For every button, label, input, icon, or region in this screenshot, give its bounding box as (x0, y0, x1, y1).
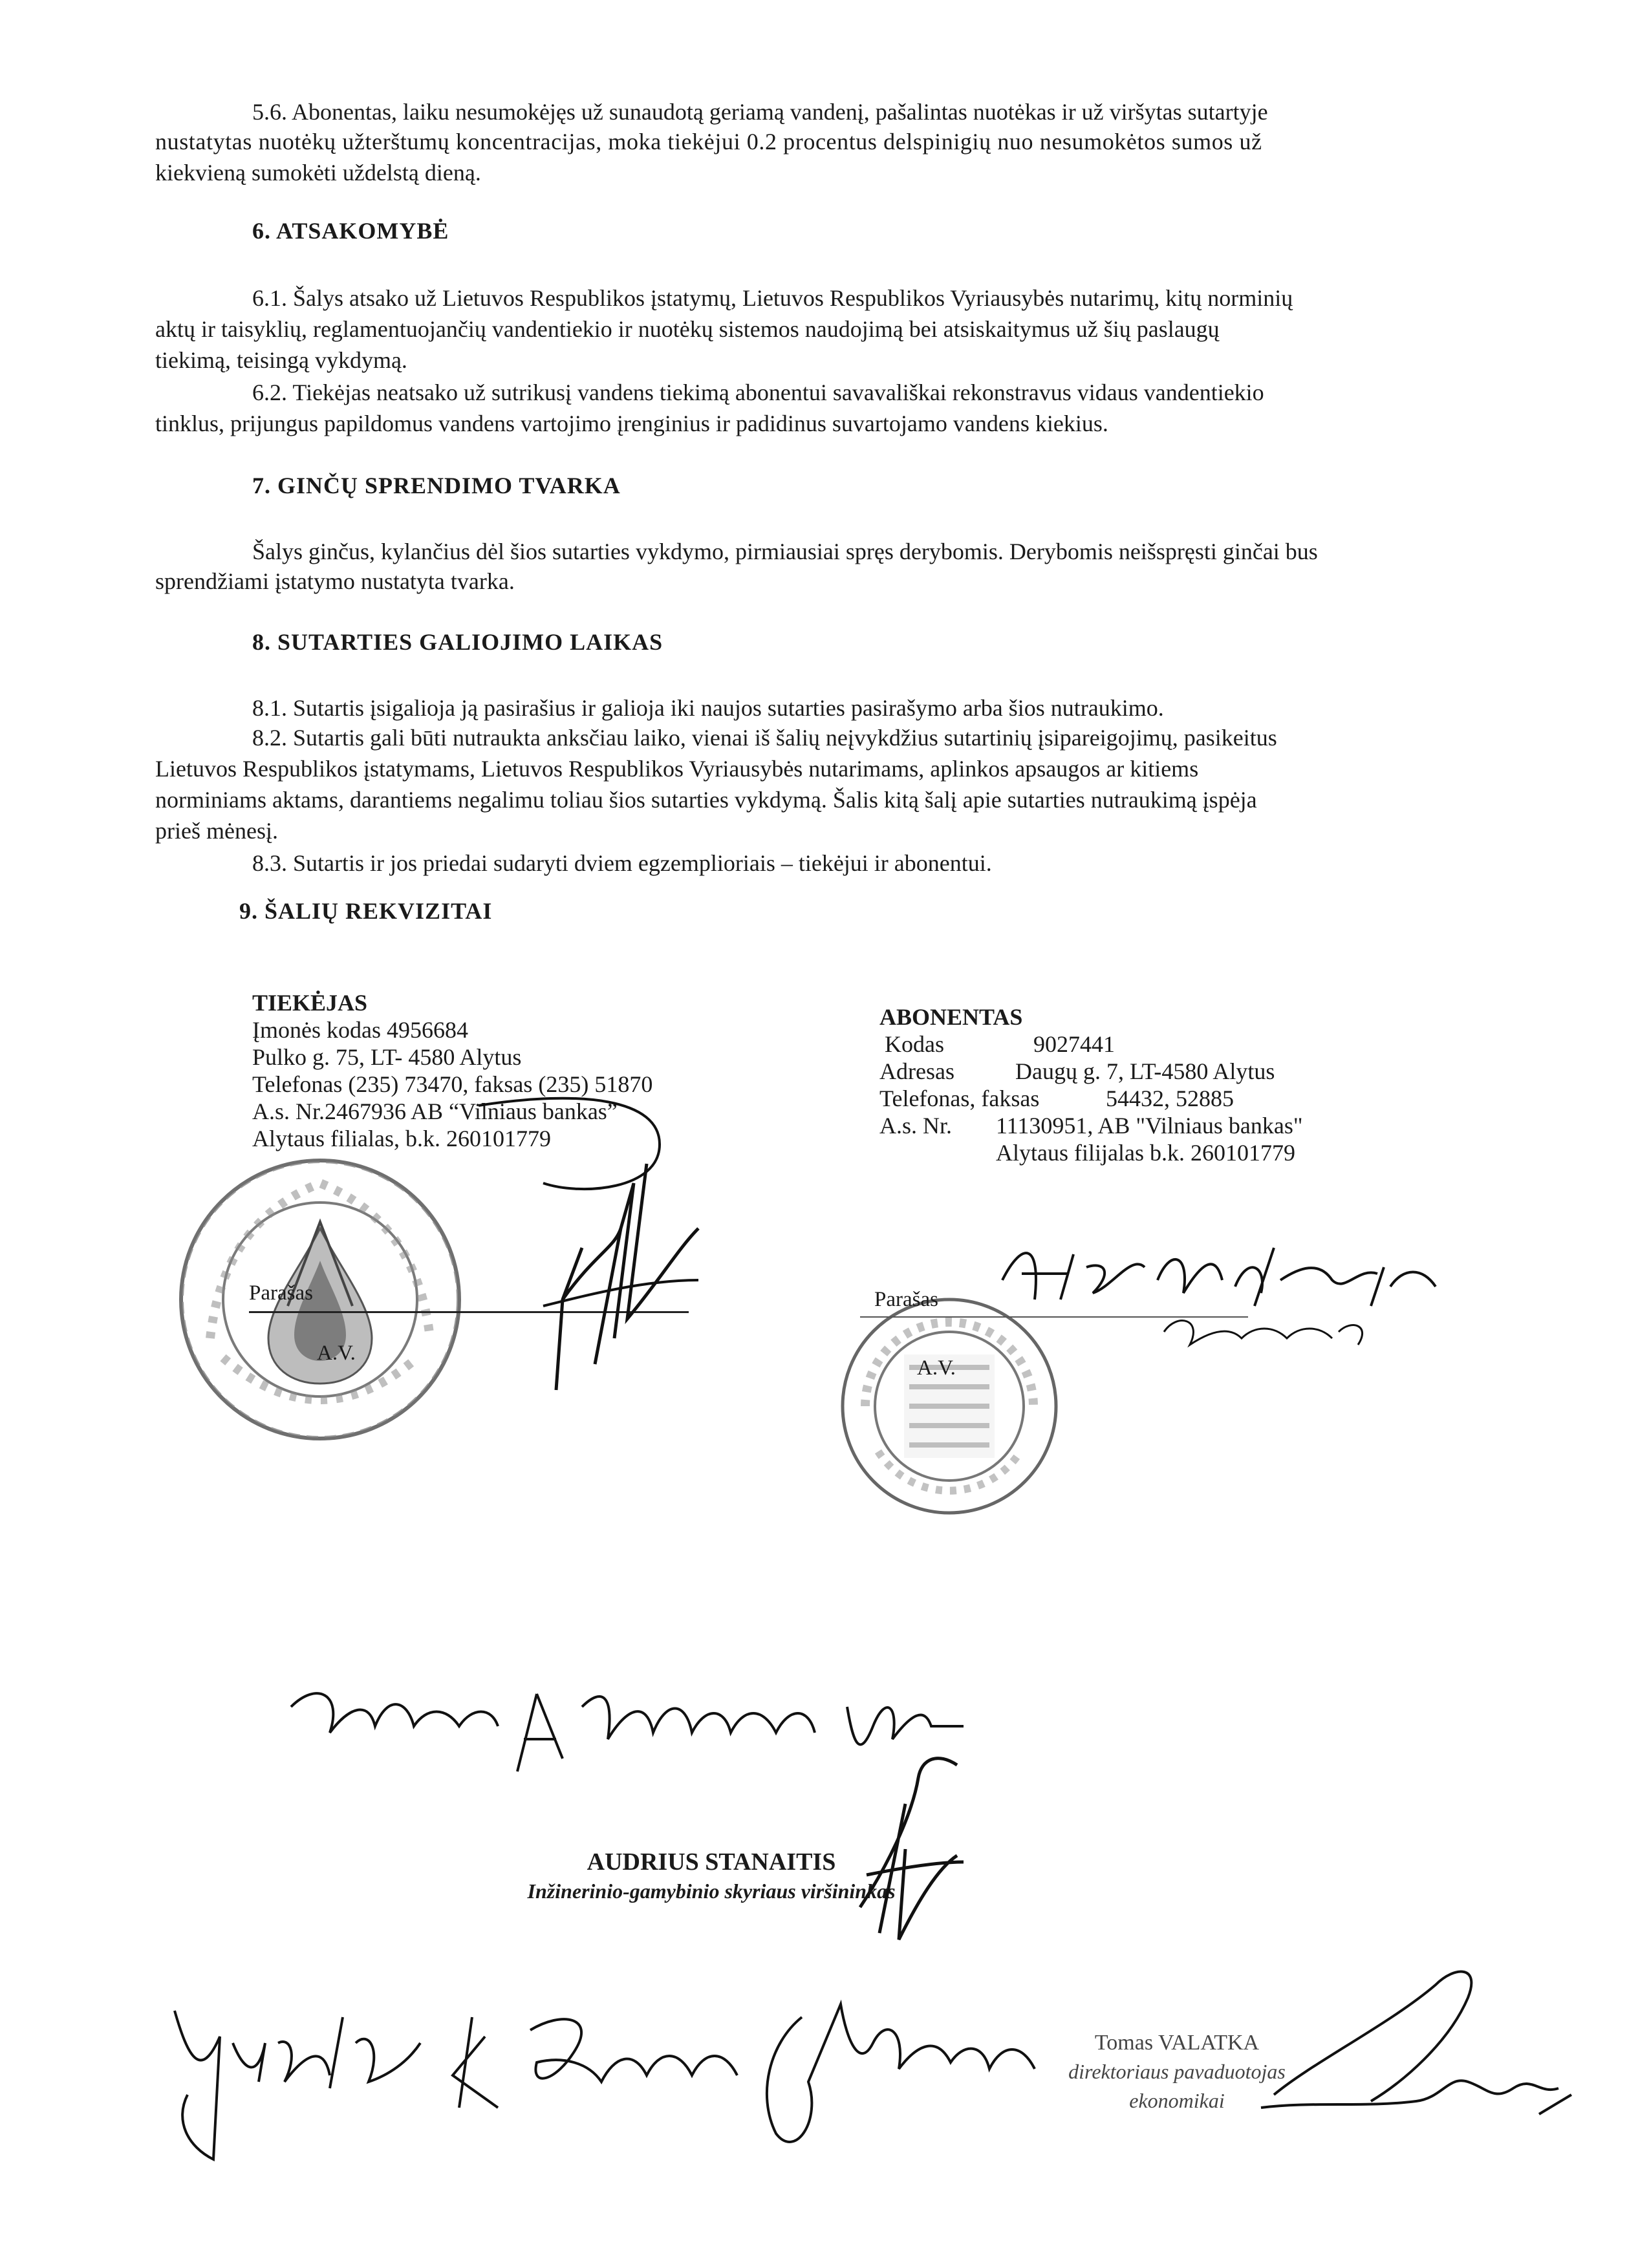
subscriber-title: ABONENTAS (879, 1004, 1023, 1030)
paragraph-5-6-line-3: kiekvieną sumokėti uždelstą dieną. (155, 160, 481, 186)
supplier-title: TIEKĖJAS (252, 990, 368, 1016)
section-heading-6: 6. ATSAKOMYBĖ (252, 218, 449, 244)
supplier-line: A.s. Nr.2467936 AB “Vilniaus bankas” (252, 1098, 618, 1124)
supplier-line: Pulko g. 75, LT- 4580 Alytus (252, 1044, 522, 1070)
subscriber-signature-label: Parašas (874, 1288, 938, 1311)
deputy-title-1-text: direktoriaus pavaduotojas (1068, 2060, 1286, 2083)
paragraph-6-1-line-1: 6.1. Šalys atsako už Lietuvos Respublikos įstatymų, Lietuvos Respublikos Vyriausybės nutarimų, kitų norminių (252, 285, 1293, 311)
paragraph-6-2-line-2: tinklus, prijungus papildomus vandens vartojimo įrenginius ir padidinus suvartojamo vandens kiekius. (155, 411, 1108, 436)
subscriber-details (879, 1003, 1303, 1166)
deputy-signature (1235, 1946, 1597, 2140)
paragraph-8-2-line-1: 8.2. Sutartis gali būti nutraukta anksčiau laiko, vienai iš šalių neįvykdžius sutartinių įsipareigojimų, pasikeitus (252, 725, 1277, 751)
paragraph-8-2-line-3: norminiams aktams, darantiems negalimu toliau šios sutarties vykdymą. Šalis kitą šalį apie sutarties nutraukimą įspėja (155, 787, 1257, 813)
subscriber-row-value: Alytaus filijalas b.k. 260101779 (996, 1140, 1295, 1166)
section-heading-8: 8. SUTARTIES GALIOJIMO LAIKAS (252, 629, 663, 655)
subscriber-row-label: Kodas (885, 1031, 944, 1057)
supplier-signature-label: Parašas (249, 1281, 313, 1305)
supplier-signature (466, 1086, 802, 1422)
paragraph-8-3: 8.3. Sutartis ir jos priedai sudaryti dviem egzemplioriais – tiekėjui ir abonentui. (252, 850, 992, 876)
supplier-line: Alytaus filialas, b.k. 260101779 (252, 1126, 551, 1151)
subscriber-row (879, 1031, 1303, 1058)
deputy-title-2-text: ekonomikai (1129, 2089, 1225, 2112)
section-heading-9: 9. ŠALIŲ REKVIZITAI (239, 898, 493, 924)
paragraph-6-1-line-3: tiekimą, teisingą vykdymą. (155, 347, 407, 373)
engineer-name: AUDRIUS STANAITIS (587, 1848, 836, 1876)
engineer-signature (808, 1739, 976, 1959)
paragraph-5-6-line-2: nustatytas nuotėkų užterštumų koncentracijas, moka tiekėjui 0.2 procentus delspinigių nuo nesumokėtos sumos už (155, 129, 1262, 155)
subscriber-row-label: Telefonas, faksas (879, 1086, 1040, 1111)
subscriber-row-value: 54432, 52885 (1106, 1086, 1234, 1111)
engineer-title-text: Inžinerinio-gamybinio skyriaus viršininkas (527, 1879, 896, 1903)
paragraph-7-line-2: sprendžiami įstatymo nustatyta tvarka. (155, 568, 515, 594)
paragraph-8-2-line-2: Lietuvos Respublikos įstatymams, Lietuvos Respublikos Vyriausybės nutarimams, aplinkos apsaugos ar kitiems (155, 756, 1199, 782)
supplier-stamp-label: A.V. (317, 1342, 356, 1365)
subscriber-row (879, 1058, 1303, 1085)
supplier-line: Įmonės kodas 4956684 (252, 1017, 468, 1043)
supplier-line: Telefonas (235) 73470, faksas (235) 51870 (252, 1071, 653, 1097)
subscriber-row-label: Adresas (879, 1058, 954, 1084)
subscriber-row-label: A.s. Nr. (879, 1113, 953, 1139)
subscriber-signature (996, 1228, 1578, 1396)
subscriber-row-value: 9027441 (1033, 1031, 1115, 1057)
supplier-stamp (165, 1144, 475, 1455)
subscriber-row-value: Daugų g. 7, LT-4580 Alytus (1015, 1058, 1275, 1084)
subscriber-row (879, 1139, 1303, 1166)
paragraph-7-line-1: Šalys ginčus, kylančius dėl šios sutarties vykdymo, pirmiausiai spręs derybomis. Derybomis neišspręsti ginčai bus (252, 539, 1318, 564)
paragraph-5-6-line-1: 5.6. Abonentas, laiku nesumokėjęs už sunaudotą geriamą vandenį, pašalintas nuotėkas ir už viršytas sutartyje (252, 99, 1268, 125)
paragraph-8-2-line-4: prieš mėnesį. (155, 818, 278, 844)
deputy-name: Tomas VALATKA (1094, 2031, 1260, 2055)
section-heading-7: 7. GINČŲ SPRENDIMO TVARKA (252, 473, 621, 498)
subscriber-stamp-label: A.V. (917, 1356, 956, 1380)
paragraph-6-2-line-1: 6.2. Tiekėjas neatsako už sutrikusį vandens tiekimą abonentui savavališkai rekonstravus vidaus vandentiekio (252, 380, 1264, 405)
subscriber-row (879, 1112, 1303, 1139)
handwritten-note-jurist (149, 1978, 1054, 2172)
paragraph-6-1-line-2: aktų ir taisyklių, reglamentuojančių vandentiekio ir nuotėkų sistemos naudojimą bei atsiskaitymus už šių paslaugų (155, 316, 1220, 342)
paragraph-8-1: 8.1. Sutartis įsigalioja ją pasirašius ir galioja iki naujos sutarties pasirašymo arba šios nutraukimo. (252, 695, 1164, 721)
subscriber-row (879, 1085, 1303, 1112)
subscriber-row-value: 11130951, AB "Vilniaus bankas" (996, 1113, 1303, 1139)
